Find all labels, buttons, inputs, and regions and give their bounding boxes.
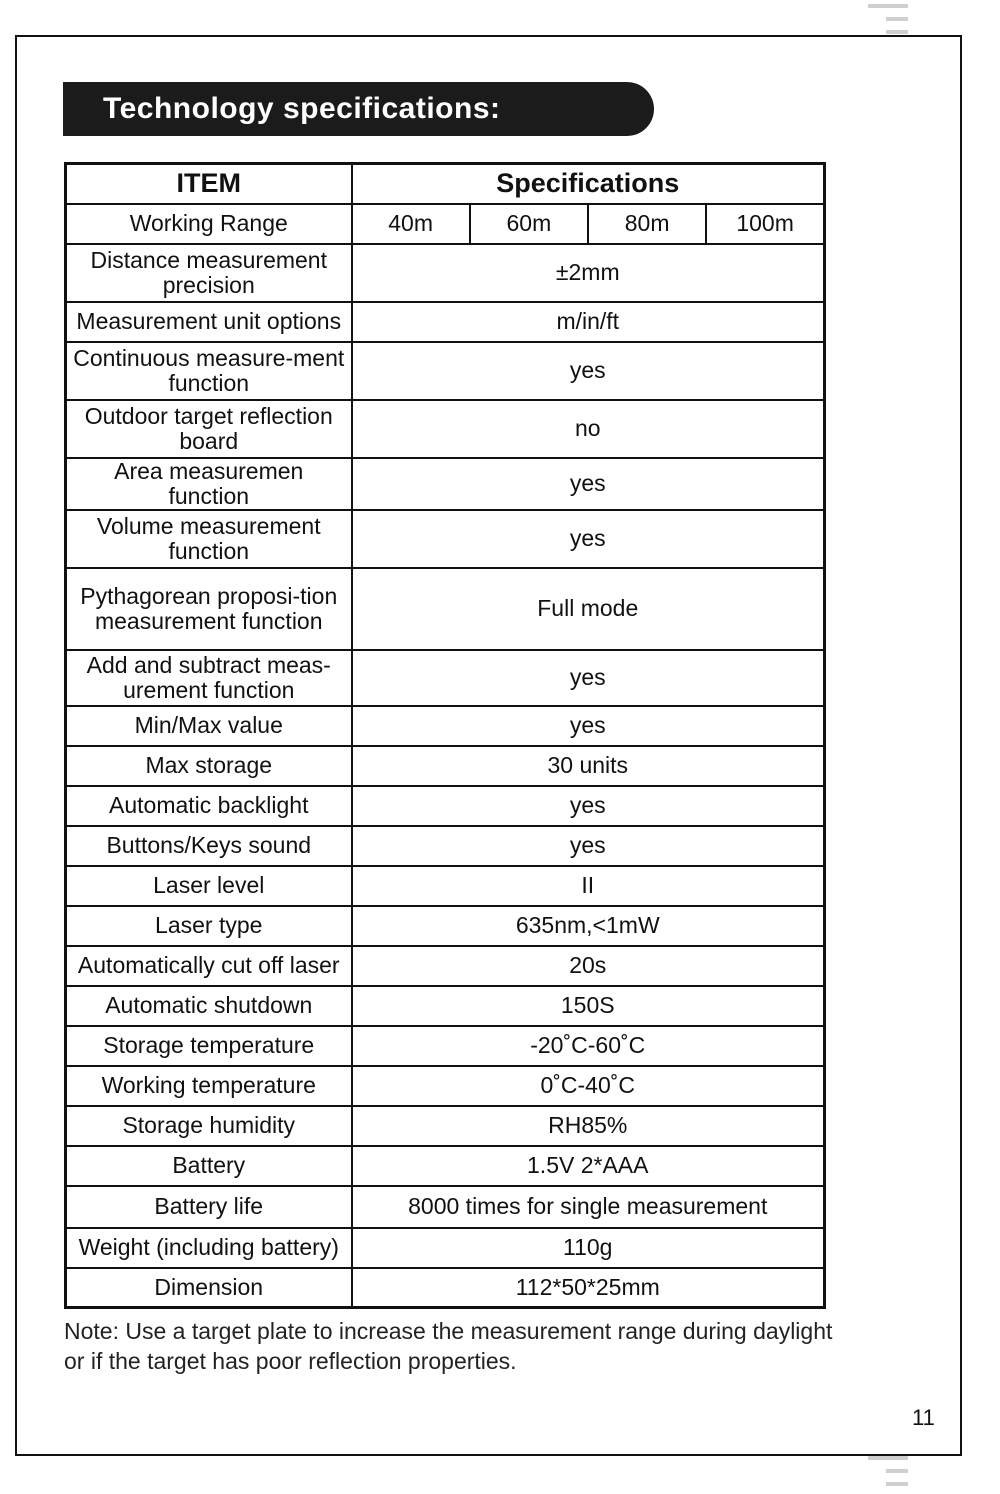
row-value: yes bbox=[352, 706, 825, 746]
page-number: 11 bbox=[912, 1405, 935, 1430]
row-label: Pythagorean proposi-tion measurement function bbox=[66, 568, 352, 650]
row-value: ±2mm bbox=[352, 244, 825, 302]
range-100m: 100m bbox=[706, 204, 824, 244]
table-row bbox=[66, 1066, 825, 1106]
ruler-tick bbox=[868, 4, 908, 8]
table-row bbox=[66, 458, 825, 510]
row-label: Volume measurement function bbox=[66, 510, 352, 568]
table-row-working-range bbox=[66, 204, 825, 244]
row-label: Measurement unit options bbox=[66, 302, 352, 342]
row-label: Automatically cut off laser bbox=[66, 946, 352, 986]
row-value: -20˚C-60˚C bbox=[352, 1026, 825, 1066]
row-label: Storage temperature bbox=[66, 1026, 352, 1066]
row-label: Laser level bbox=[66, 866, 352, 906]
table-row bbox=[66, 302, 825, 342]
row-value: 8000 times for single measurement bbox=[352, 1186, 825, 1228]
ruler-tick bbox=[886, 17, 908, 21]
table-row bbox=[66, 906, 825, 946]
table-row bbox=[66, 1228, 825, 1268]
table-row bbox=[66, 946, 825, 986]
row-label: Storage humidity bbox=[66, 1106, 352, 1146]
row-value: yes bbox=[352, 826, 825, 866]
row-label: Weight (including battery) bbox=[66, 1228, 352, 1268]
row-label: Automatic backlight bbox=[66, 786, 352, 826]
row-value: yes bbox=[352, 786, 825, 826]
table-row bbox=[66, 1106, 825, 1146]
row-value: 635nm,<1mW bbox=[352, 906, 825, 946]
table-row bbox=[66, 986, 825, 1026]
table-row bbox=[66, 706, 825, 746]
note-text: Note: Use a target plate to increase the measurement range during daylight or if the target has poor reflection properties. bbox=[64, 1318, 833, 1374]
table-row bbox=[66, 568, 825, 650]
spec-table bbox=[64, 162, 826, 1309]
row-value: m/in/ft bbox=[352, 302, 825, 342]
table-row bbox=[66, 746, 825, 786]
row-label: Automatic shutdown bbox=[66, 986, 352, 1026]
header-specifications: Specifications bbox=[352, 164, 825, 204]
row-value: 110g bbox=[352, 1228, 825, 1268]
ruler-tick bbox=[886, 1482, 908, 1486]
row-value: yes bbox=[352, 458, 825, 510]
ruler-tick bbox=[868, 1456, 908, 1460]
row-value: 30 units bbox=[352, 746, 825, 786]
table-header-row bbox=[66, 164, 825, 204]
table-row bbox=[66, 786, 825, 826]
row-value: 0˚C-40˚C bbox=[352, 1066, 825, 1106]
row-value: RH85% bbox=[352, 1106, 825, 1146]
row-label: Add and subtract meas-urement function bbox=[66, 650, 352, 706]
row-value: no bbox=[352, 400, 825, 458]
table-row bbox=[66, 826, 825, 866]
row-label: Buttons/Keys sound bbox=[66, 826, 352, 866]
row-value: 150S bbox=[352, 986, 825, 1026]
table-row bbox=[66, 1146, 825, 1186]
table-row bbox=[66, 400, 825, 458]
row-label: Area measuremen function bbox=[66, 458, 352, 510]
range-80m: 80m bbox=[588, 204, 706, 244]
title-bar bbox=[63, 82, 654, 136]
row-label: Continuous measure-ment function bbox=[66, 342, 352, 400]
row-label: Working Range bbox=[66, 204, 352, 244]
range-60m: 60m bbox=[470, 204, 588, 244]
table-row bbox=[66, 866, 825, 906]
row-label: Min/Max value bbox=[66, 706, 352, 746]
row-value: yes bbox=[352, 650, 825, 706]
row-label: Battery life bbox=[66, 1186, 352, 1228]
table-row bbox=[66, 1268, 825, 1308]
row-label: Laser type bbox=[66, 906, 352, 946]
row-value: 112*50*25mm bbox=[352, 1268, 825, 1308]
table-row bbox=[66, 244, 825, 302]
row-value: II bbox=[352, 866, 825, 906]
row-label: Outdoor target reflection board bbox=[66, 400, 352, 458]
row-label: Battery bbox=[66, 1146, 352, 1186]
header-item: ITEM bbox=[66, 164, 352, 204]
row-value: yes bbox=[352, 342, 825, 400]
table-row bbox=[66, 650, 825, 706]
row-value: 20s bbox=[352, 946, 825, 986]
row-label: Working temperature bbox=[66, 1066, 352, 1106]
ruler-tick bbox=[886, 30, 908, 34]
row-value: 1.5V 2*AAA bbox=[352, 1146, 825, 1186]
ruler-tick bbox=[886, 1469, 908, 1473]
row-value: yes bbox=[352, 510, 825, 568]
row-label: Distance measurement precision bbox=[66, 244, 352, 302]
row-label: Dimension bbox=[66, 1268, 352, 1308]
range-40m: 40m bbox=[352, 204, 470, 244]
page-title: Technology specifications: bbox=[103, 92, 501, 125]
table-row bbox=[66, 1026, 825, 1066]
table-row bbox=[66, 510, 825, 568]
table-row bbox=[66, 1186, 825, 1228]
row-label: Max storage bbox=[66, 746, 352, 786]
row-value: Full mode bbox=[352, 568, 825, 650]
table-row bbox=[66, 342, 825, 400]
